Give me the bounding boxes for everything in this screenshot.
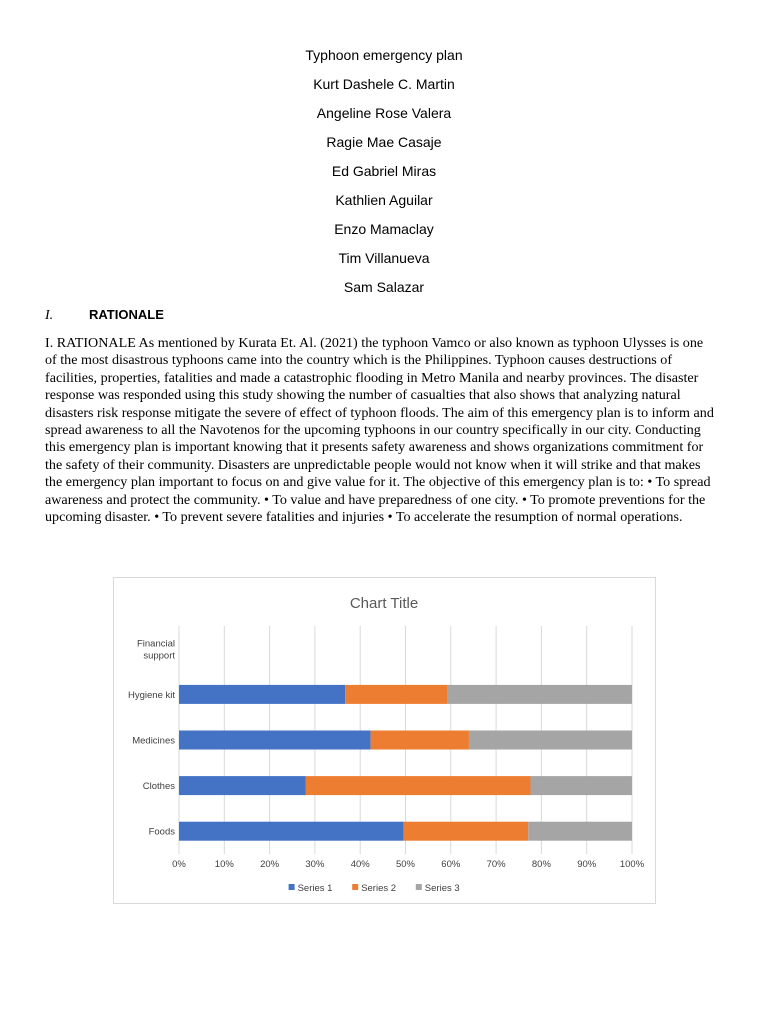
x-tick-label: 70%: [486, 859, 506, 870]
bar-segment: [179, 731, 371, 750]
x-tick-label: 80%: [531, 859, 551, 870]
category-label: Hygiene kit: [128, 689, 175, 701]
legend-swatch: [289, 884, 295, 890]
author-name: Kathlien Aguilar: [335, 192, 433, 208]
bar-segment: [306, 776, 531, 795]
rationale-paragraph: I. RATIONALE As mentioned by Kurata Et. Al. (2021) the typhoon Vamco or also known as typhoon Ulysses is one of the most disastrous typhoons came into the country which is the Philippines. Typhoon causes destructions of facilities, properties, fatalities and made a catastrophic flooding in Metro Manila and nearby provinces. The disaster response was responded using this study showing the number of casualties that also shows that analyzing natural disasters risk response mitigate the severe of effect of typhoon floods. The aim of this emergency plan is to inform and spread awareness to all the Navotenos for the upcoming typhoons in our country specifically in our city. Conducting this emergency plan is important knowing that it presents safety awareness and shows organizations commitment for the safety of their community. Disasters are unpredictable people would not know when it will strike and that makes the emergency plan important to focus on and give value for it. The objective of this emergency plan is to: • To spread awareness and protect the community. • To value and have preparedness of one city. • To promote preventions for the upcoming disaster. • To prevent severe fatalities and injuries • To accelerate the resumption of normal operations.: [45, 335, 714, 526]
x-tick-label: 0%: [172, 859, 186, 870]
category-label: support: [143, 650, 175, 662]
chart-canvas: [114, 578, 655, 903]
x-tick-label: 90%: [577, 859, 597, 870]
legend-label: Series 1: [297, 883, 333, 894]
section-heading: [45, 307, 164, 324]
bar-segment: [404, 822, 529, 841]
author-name: Kurt Dashele C. Martin: [313, 76, 455, 92]
bar-segment: [469, 731, 632, 750]
bar-segment: [448, 685, 632, 704]
category-label: Medicines: [132, 735, 175, 747]
category-label: Foods: [148, 826, 175, 838]
section-number: I.: [45, 308, 54, 323]
author-name: Enzo Mamaclay: [334, 221, 434, 237]
chart-title: Chart Title: [349, 595, 419, 612]
bar-segment: [345, 685, 447, 704]
x-tick-label: 20%: [260, 859, 280, 870]
title-block: [0, 44, 768, 305]
legend-swatch: [416, 884, 422, 890]
author-name: Angeline Rose Valera: [316, 105, 452, 121]
document-title: Typhoon emergency plan: [305, 47, 463, 63]
bar-chart: [113, 577, 656, 904]
bar-segment: [531, 776, 632, 795]
category-label: Financial: [136, 638, 175, 650]
category-label: Clothes: [142, 781, 175, 793]
author-name: Ragie Mae Casaje: [326, 134, 442, 150]
legend-label: Series 3: [424, 883, 460, 894]
x-tick-label: 60%: [441, 859, 461, 870]
x-tick-label: 50%: [395, 859, 416, 870]
x-tick-label: 30%: [305, 859, 325, 870]
bar-segment: [179, 685, 345, 704]
bar-segment: [179, 822, 404, 841]
x-tick-label: 10%: [214, 859, 234, 870]
bar-segment: [528, 822, 632, 841]
legend-swatch: [352, 884, 358, 890]
bar-segment: [179, 776, 306, 795]
x-tick-label: 100%: [619, 859, 645, 870]
x-tick-label: 40%: [350, 859, 370, 870]
bar-segment: [371, 731, 469, 750]
author-name: Sam Salazar: [343, 279, 425, 295]
author-name: Tim Villanueva: [338, 250, 430, 266]
section-title: RATIONALE: [89, 307, 164, 322]
legend-label: Series 2: [361, 883, 397, 894]
author-name: Ed Gabriel Miras: [331, 163, 437, 179]
